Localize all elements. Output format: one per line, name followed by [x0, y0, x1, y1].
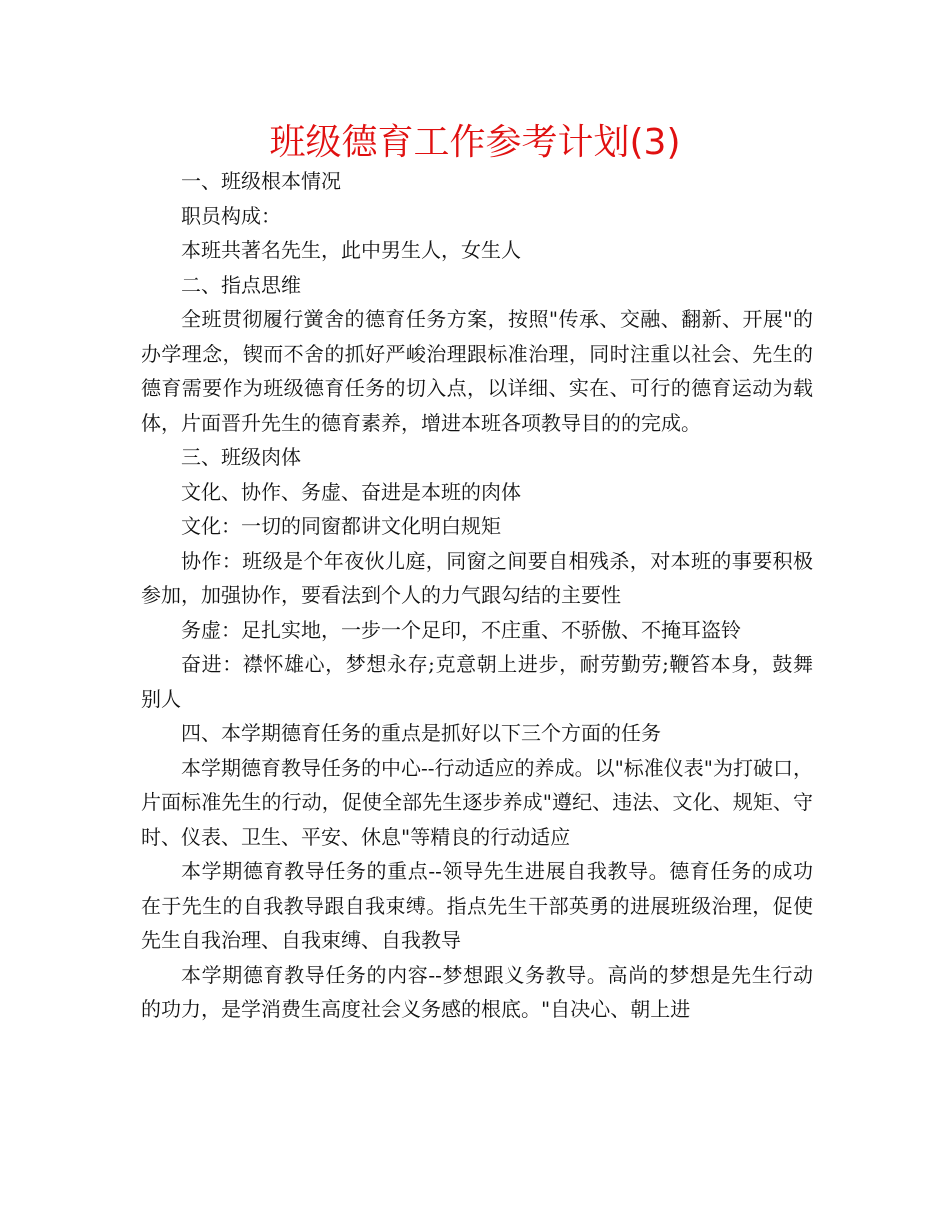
paragraph: 文化、协作、务虚、奋进是本班的肉体 [181, 479, 521, 504]
paragraph: 协作：班级是个年夜伙儿庭，同窗之间要自相残杀，对本班的事要积极参加，加强协作，要看法到个人的力气跟勾结的主要性 [141, 548, 813, 607]
paragraph: 务虚：足扎实地，一步一个足印，不庄重、不骄傲、不掩耳盗铃 [181, 617, 741, 642]
paragraph: 三、班级肉体 [181, 445, 301, 469]
paragraph: 四、本学期德育任务的重点是抓好以下三个方面的任务 [181, 721, 661, 745]
paragraph: 一、班级根本情况 [181, 169, 341, 193]
paragraph: 本学期德育教导任务的内容--梦想跟义务教导。高尚的梦想是先生行动的功力，是学消费生高度社会义务感的根底。"自决心、朝上进 [141, 962, 813, 1021]
paragraph: 奋进：襟怀雄心，梦想永存;克意朝上进步，耐劳勤劳;鞭笞本身，鼓舞别人 [141, 652, 813, 711]
paragraph: 文化：一切的同窗都讲文化明白规矩 [181, 514, 501, 538]
paragraph: 职员构成： [181, 203, 281, 228]
paragraph: 全班贯彻履行黉舍的德育任务方案，按照"传承、交融、翻新、开展"的办学理念，锲而不舍的抓好严峻治理跟标准治理，同时注重以社会、先生的德育需要作为班级德育任务的切入点，以详细、实在、可行的德育运动为载体，片面晋升先生的德育素养，增进本班各项教导目的的完成。 [141, 307, 813, 435]
document-body [141, 164, 813, 1027]
paragraph: 本学期德育教导任务的中心--行动适应的养成。以"标准仪表"为打破口，片面标准先生的行动，促使全部先生逐步养成"遵纪、违法、文化、规矩、守时、仪表、卫生、平安、休息"等精良的行动适应 [141, 755, 813, 849]
paragraph: 本班共著名先生，此中男生人，女生人 [181, 238, 521, 262]
document-title: 班级德育工作参考计划(3) [269, 122, 681, 163]
paragraph: 二、指点思维 [181, 272, 301, 297]
paragraph: 本学期德育教导任务的重点--领导先生进展自我教导。德育任务的成功在于先生的自我教导跟自我束缚。指点先生干部英勇的进展班级治理，促使先生自我治理、自我束缚、自我教导 [141, 859, 813, 952]
